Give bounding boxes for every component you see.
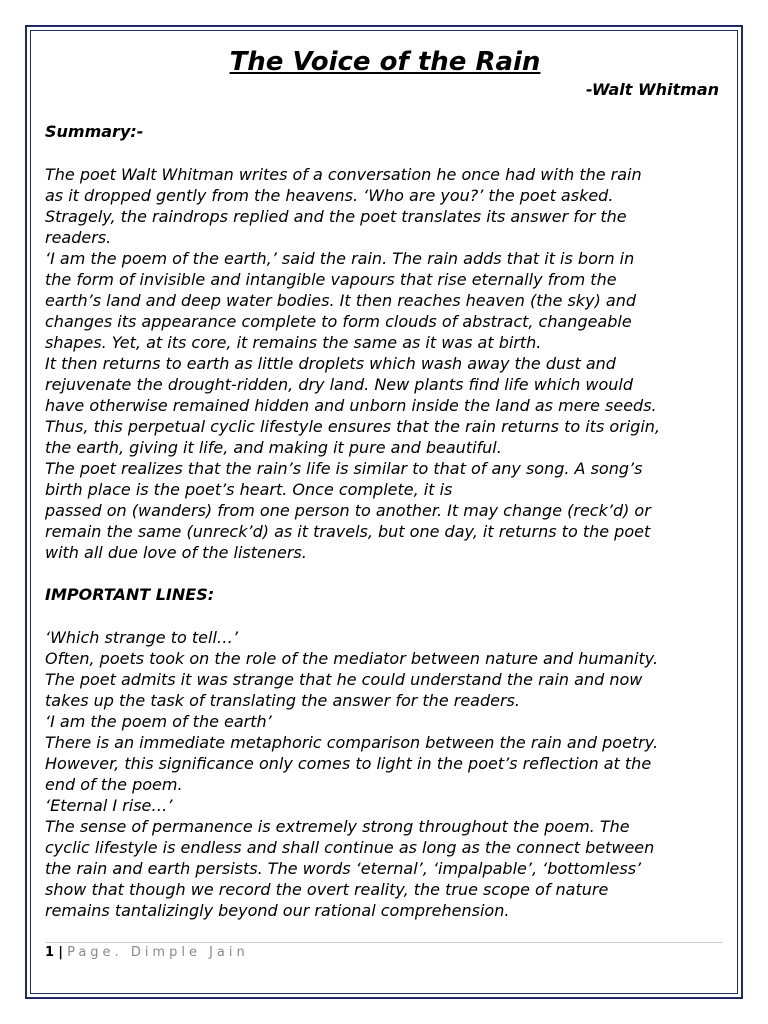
- important-line: However, this significance only comes to light in the poet’s reflection at the: [45, 754, 652, 773]
- summary-heading: Summary:-: [45, 122, 144, 141]
- summary-line: earth’s land and deep water bodies. It then reaches heaven (the sky) and: [45, 291, 637, 310]
- summary-line: passed on (wanders) from one person to another. It may change (reck’d) or: [45, 501, 651, 520]
- important-line: show that though we record the overt reality, the true scope of nature: [45, 880, 609, 899]
- important-line: cyclic lifestyle is endless and shall continue as long as the connect between: [45, 838, 655, 857]
- important-line: ‘Eternal I rise…’: [45, 796, 173, 815]
- summary-line: shapes. Yet, at its core, it remains the same as it was at birth.: [45, 333, 542, 352]
- important-line: The sense of permanence is extremely strong throughout the poem. The: [45, 817, 630, 836]
- important-line: takes up the task of translating the answer for the readers.: [45, 691, 520, 710]
- summary-line: readers.: [45, 228, 112, 247]
- page-number: 1: [45, 945, 55, 960]
- summary-line: the earth, giving it life, and making it pure and beautiful.: [45, 438, 502, 457]
- summary-line: birth place is the poet’s heart. Once complete, it is: [45, 480, 453, 499]
- important-lines-paragraph: [45, 627, 725, 921]
- summary-line: The poet realizes that the rain’s life is similar to that of any song. A song’s: [45, 459, 643, 478]
- summary-line: have otherwise remained hidden and unborn inside the land as mere seeds.: [45, 396, 657, 415]
- summary-line: Stragely, the raindrops replied and the poet translates its answer for the: [45, 207, 627, 226]
- summary-line: changes its appearance complete to form clouds of abstract, changeable: [45, 312, 632, 331]
- author-line: -Walt Whitman: [585, 80, 719, 99]
- important-lines-heading: IMPORTANT LINES:: [45, 585, 215, 604]
- important-line: Often, poets took on the role of the mediator between nature and humanity.: [45, 649, 659, 668]
- important-line: end of the poem.: [45, 775, 183, 794]
- page-footer: [45, 942, 723, 960]
- summary-line: with all due love of the listeners.: [45, 543, 307, 562]
- summary-line: remain the same (unreck’d) as it travels, but one day, it returns to the poet: [45, 522, 651, 541]
- summary-line: ‘I am the poem of the earth,’ said the rain. The rain adds that it is born in: [45, 249, 635, 268]
- summary-line: Thus, this perpetual cyclic lifestyle ensures that the rain returns to its origin,: [45, 417, 661, 436]
- document-body: [45, 44, 725, 921]
- important-line: ‘I am the poem of the earth’: [45, 712, 272, 731]
- summary-line: the form of invisible and intangible vapours that rise eternally from the: [45, 270, 617, 289]
- important-line: the rain and earth persists. The words ‘eternal’, ‘impalpable’, ‘bottomless’: [45, 859, 642, 878]
- footer-separator: |: [58, 945, 63, 960]
- summary-paragraph: [45, 164, 725, 563]
- summary-line: It then returns to earth as little droplets which wash away the dust and: [45, 354, 616, 373]
- document-title: The Voice of the Rain: [229, 47, 541, 77]
- important-line: There is an immediate metaphoric comparison between the rain and poetry.: [45, 733, 659, 752]
- footer-page-text: Page. Dimple Jain: [67, 945, 249, 960]
- summary-line: as it dropped gently from the heavens. ‘Who are you?’ the poet asked.: [45, 186, 614, 205]
- summary-line: rejuvenate the drought-ridden, dry land. New plants find life which would: [45, 375, 634, 394]
- important-line: remains tantalizingly beyond our rational comprehension.: [45, 901, 510, 920]
- important-line: The poet admits it was strange that he could understand the rain and now: [45, 670, 643, 689]
- summary-line: The poet Walt Whitman writes of a conversation he once had with the rain: [45, 165, 642, 184]
- important-line: ‘Which strange to tell…’: [45, 628, 238, 647]
